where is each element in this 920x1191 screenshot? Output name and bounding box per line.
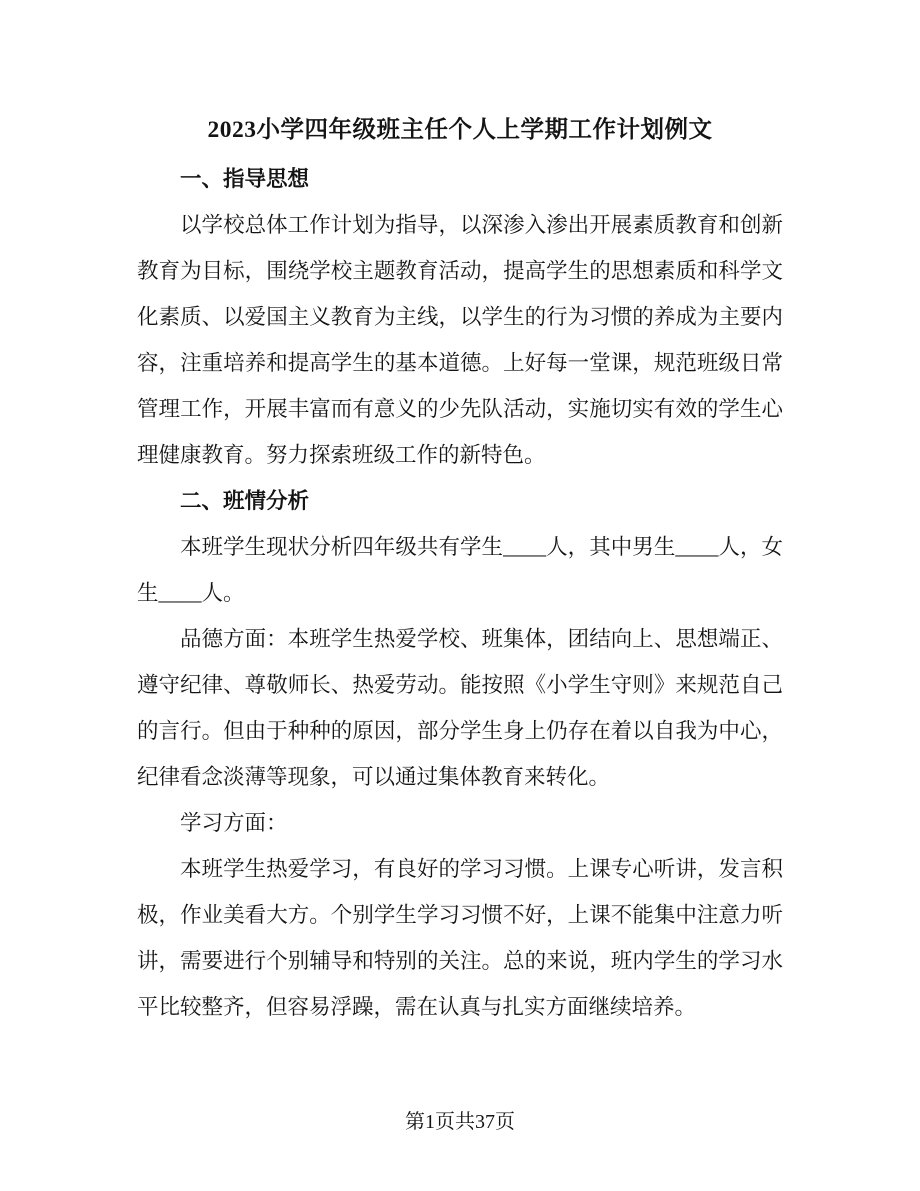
paragraph-guiding-ideology: 以学校总体工作计划为指导，以深渗入渗出开展素质教育和创新教育为目标，围绕学校主题教育活动，提高学生的思想素质和科学文化素质、以爱国主义教育为主线，以学生的行为习惯的养成为主要内容，注重培养和提高学生的基本道德。上好每一堂课，规范班级日常管理工作，开展丰富而有意义的少先队活动，实施切实有效的学生心理健康教育。努力探索班级工作的新特色。 — [137, 213, 783, 467]
paragraph-moral-aspect: 品德方面：本班学生热爱学校、班集体，团结向上、思想端正、遵守纪律、尊敬师长、热爱劳动。能按照《小学生守则》来规范自己的言行。但由于种种的原因，部分学生身上仍存在着以自我为中心，纪律看念淡薄等现象，可以通过集体教育来转化。 — [137, 627, 783, 789]
document-body — [137, 156, 783, 1030]
section-heading-guiding-ideology: 一、指导思想 — [180, 167, 310, 191]
paragraph-study-aspect-label: 学习方面： — [180, 811, 288, 835]
section-heading-class-analysis: 二、班情分析 — [180, 489, 310, 513]
page-number-footer: 第1页共37页 — [405, 1111, 515, 1133]
paragraph-study-aspect-detail: 本班学生热爱学习，有良好的学习习惯。上课专心听讲，发言积极，作业美看大方。个别学生学习习惯不好，上课不能集中注意力听讲，需要进行个别辅导和特别的关注。总的来说，班内学生的学习水平比较整齐，但容易浮躁，需在认真与扎实方面继续培养。 — [137, 857, 783, 1019]
document-title: 2023小学四年级班主任个人上学期工作计划例文 — [207, 117, 713, 143]
paragraph-student-counts: 本班学生现状分析四年级共有学生____人，其中男生____人，女生____人。 — [137, 535, 783, 605]
